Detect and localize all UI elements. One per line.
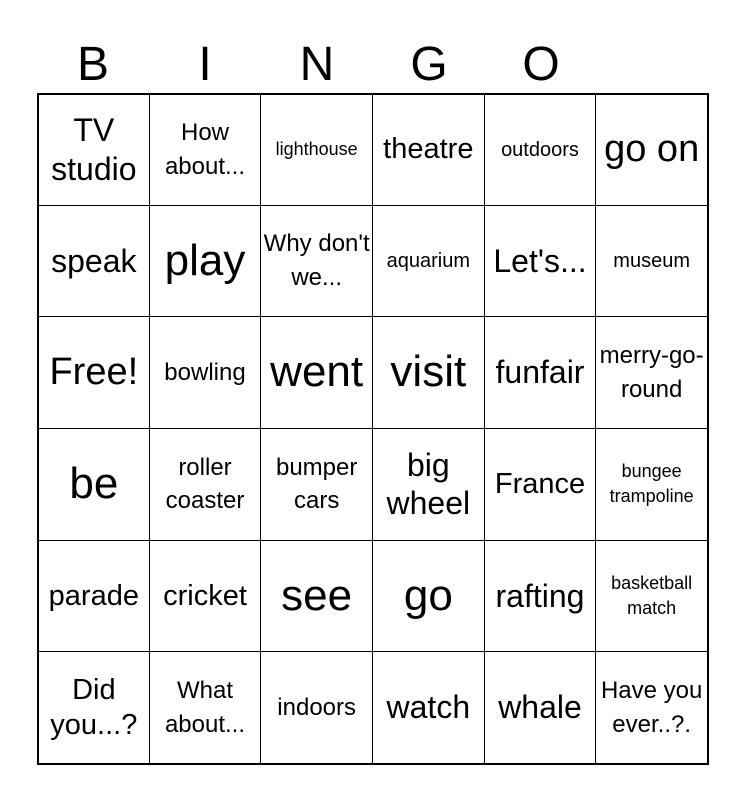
bingo-cell[interactable]: France [484,428,597,541]
bingo-cell[interactable]: bumper cars [260,428,373,541]
bingo-cell[interactable]: theatre [372,94,485,206]
header-letter-g: G [410,38,448,91]
bingo-cell[interactable]: see [260,540,373,653]
bingo-cell[interactable]: bungee trampoline [595,428,708,541]
header-letter-o: O [522,38,560,91]
bingo-cell[interactable]: museum [595,205,708,318]
bingo-cell[interactable]: Have you ever..?. [595,651,708,764]
bingo-cell[interactable]: visit [372,316,485,429]
bingo-cell[interactable]: watch [372,651,485,764]
bingo-cell[interactable]: rafting [484,540,597,653]
bingo-cell[interactable]: went [260,316,373,429]
bingo-cell[interactable]: play [149,205,262,318]
bingo-cell[interactable]: bowling [149,316,262,429]
bingo-cell[interactable]: outdoors [484,94,597,206]
header-letter-n: N [299,38,335,91]
bingo-cell[interactable]: aquarium [372,205,485,318]
bingo-cell[interactable]: go [372,540,485,653]
bingo-cell[interactable]: TV studio [38,94,150,206]
header-letter-b: B [76,38,109,91]
bingo-cell[interactable]: Why don't we... [260,205,373,318]
bingo-cell[interactable]: parade [38,540,150,653]
bingo-card [37,93,709,765]
bingo-cell[interactable]: Did you...? [38,651,150,764]
bingo-cell[interactable]: lighthouse [260,94,373,206]
bingo-cell[interactable]: whale [484,651,597,764]
bingo-cell[interactable]: speak [38,205,150,318]
bingo-cell[interactable]: How about... [149,94,262,206]
bingo-cell[interactable]: go on [595,94,708,206]
bingo-cell[interactable]: cricket [149,540,262,653]
bingo-header [37,36,709,94]
bingo-cell[interactable]: big wheel [372,428,485,541]
bingo-cell[interactable]: Let's... [484,205,597,318]
bingo-cell[interactable]: merry-go-round [595,316,708,429]
bingo-cell[interactable]: roller coaster [149,428,262,541]
bingo-cell free-space[interactable]: Free! [38,316,150,429]
bingo-cell[interactable]: indoors [260,651,373,764]
bingo-cell[interactable]: funfair [484,316,597,429]
bingo-cell[interactable]: be [38,428,150,541]
bingo-cell[interactable]: What about... [149,651,262,764]
header-letter-i: I [198,38,212,91]
bingo-cell[interactable]: basketball match [595,540,708,653]
